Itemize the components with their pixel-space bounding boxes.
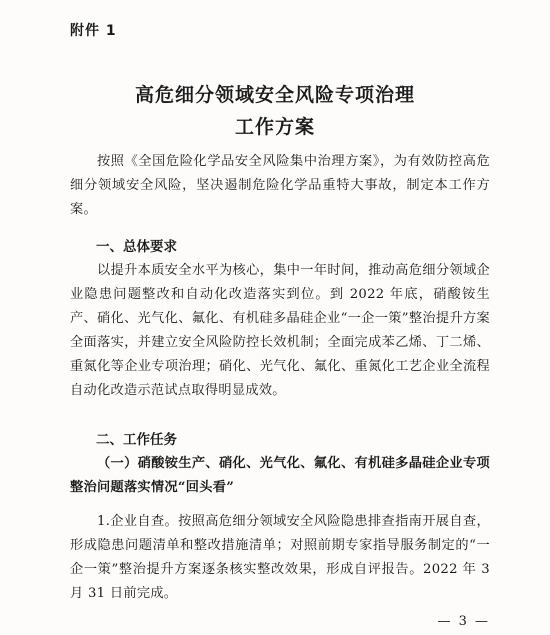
- section1-heading: 一、总体要求: [96, 239, 177, 255]
- document-title-line1: 高危细分领域安全风险专项治理: [134, 84, 415, 106]
- document-title-line2: 工作方案: [234, 116, 315, 138]
- intro-paragraph: 按照《全国危险化学品安全风险集中治理方案》，为有效防控高危细分领域安全风险，坚决遏制危险化学品重特大事故，制定本工作方案。: [70, 154, 490, 217]
- item1-paragraph: 1.企业自查。按照高危细分领域安全风险隐患排查指南开展自查，形成隐患问题清单和整改措施清单；对照前期专家指导服务制定的“一企一策”整治提升方案逐条核实整改效果，形成自评报告。2022 年 3 月 31 日前完成。: [70, 514, 490, 601]
- subsection1-heading: （一）硝酸铵生产、硝化、光气化、氟化、有机硅多晶硅企业专项整治问题落实情况“回头看”: [70, 456, 490, 495]
- attachment-label: 附件 1: [70, 23, 117, 39]
- section1-paragraph: 以提升本质安全水平为核心，集中一年时间，推动高危细分领域企业隐患问题整改和自动化改造落实到位。到 2022 年底，硝酸铵生产、硝化、光气化、氟化、有机硅多晶硅企业“一企一策”整治提升方案全面落实，并建立安全风险防控长效机制；全面完成苯乙烯、丁二烯、重氮化等企业专项治理；硝化、光气化、氟化、重氮化工艺企业全流程自动化改造示范试点取得明显成效。: [70, 263, 490, 398]
- page-number: — 3 —: [437, 614, 490, 629]
- section2-heading: 二、工作任务: [96, 432, 177, 448]
